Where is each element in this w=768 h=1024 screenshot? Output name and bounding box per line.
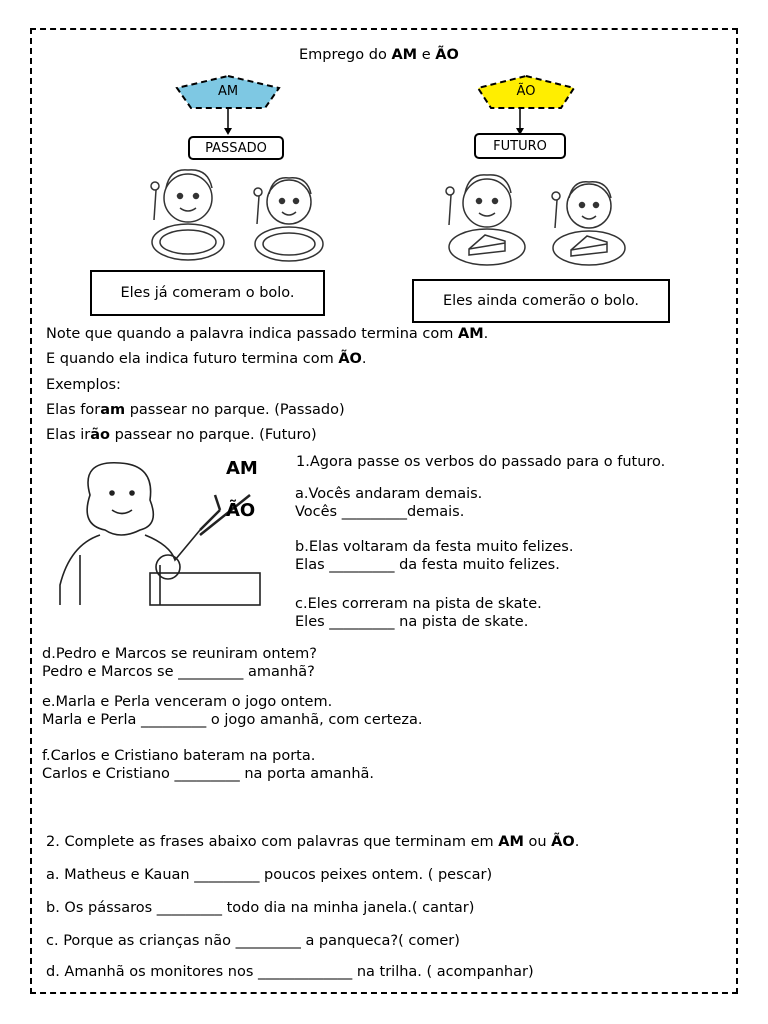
exercise-2-heading: 2. Complete as frases abaixo com palavras que terminam em AM ou ÃO.	[46, 834, 580, 850]
tag-futuro: FUTURO	[474, 133, 566, 159]
example-1: Elas foram passear no parque. (Passado)	[46, 402, 345, 418]
exercise-2c: c. Porque as crianças não _________ a panqueca?( comer)	[46, 933, 460, 949]
caption-passado: Eles já comeram o bolo.	[90, 270, 325, 316]
tag-passado: PASSADO	[188, 136, 284, 160]
exercise-2a: a. Matheus e Kauan _________ poucos peixes ontem. ( pescar)	[46, 867, 493, 883]
pentagon-ao-label: ÃO	[516, 84, 536, 99]
pentagon-am-label: AM	[217, 84, 239, 99]
teacher-board-am: AM	[226, 458, 258, 479]
child-cake-illustration-2	[545, 172, 635, 272]
example-2: Elas irão passear no parque. (Futuro)	[46, 427, 317, 443]
exercise-2b: b. Os pássaros _________ todo dia na minha janela.( cantar)	[46, 900, 475, 916]
exercise-1b-question: b.Elas voltaram da festa muito felizes.	[295, 539, 574, 555]
exercise-1c-answer: Eles _________ na pista de skate.	[295, 614, 529, 630]
arrow-left	[223, 108, 233, 136]
exercise-1f-question: f.Carlos e Cristiano bateram na porta.	[42, 748, 316, 764]
exercise-1e-question: e.Marla e Perla venceram o jogo ontem.	[42, 694, 333, 710]
exercise-1f-answer: Carlos e Cristiano _________ na porta amanhã.	[42, 766, 375, 782]
caption-futuro: Eles ainda comerão o bolo.	[412, 279, 670, 323]
teacher-board-ao: ÃO	[226, 500, 256, 521]
exercise-1c-question: c.Eles correram na pista de skate.	[295, 596, 542, 612]
exercise-1d-answer: Pedro e Marcos se _________ amanhã?	[42, 664, 315, 680]
exercise-1d-question: d.Pedro e Marcos se reuniram ontem?	[42, 646, 317, 662]
child-empty-plate-illustration	[140, 160, 240, 265]
note-line-2: E quando ela indica futuro termina com ÃO.	[46, 351, 367, 367]
exercise-1a-answer: Vocês _________demais.	[295, 504, 465, 520]
note-line-1: Note que quando a palavra indica passado termina com AM.	[46, 326, 489, 342]
exercise-2d: d. Amanhã os monitores nos _____________ na trilha. ( acompanhar)	[46, 964, 534, 980]
exercise-1a-question: a.Vocês andaram demais.	[295, 486, 483, 502]
arrow-right	[515, 108, 525, 136]
child-empty-plate-illustration-2	[245, 170, 335, 270]
page-title: Emprego do AM e ÃO	[299, 47, 459, 63]
examples-label: Exemplos:	[46, 377, 121, 393]
exercise-1b-answer: Elas _________ da festa muito felizes.	[295, 557, 560, 573]
exercise-1-heading: 1.Agora passe os verbos do passado para o futuro.	[296, 454, 666, 470]
exercise-1e-answer: Marla e Perla _________ o jogo amanhã, com certeza.	[42, 712, 423, 728]
child-cake-illustration	[435, 165, 535, 270]
